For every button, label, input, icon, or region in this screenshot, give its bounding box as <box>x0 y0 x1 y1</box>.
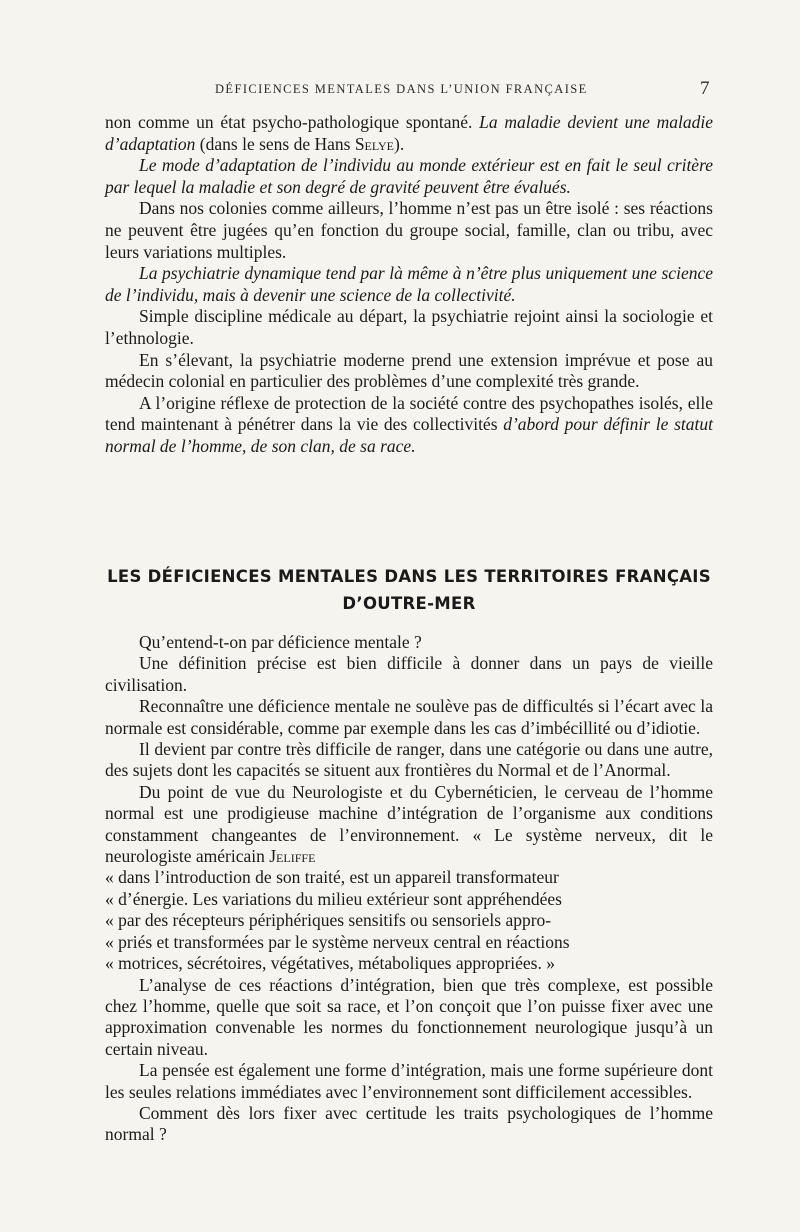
body-text <box>105 632 713 1146</box>
text-run: (dans le sens de Hans <box>195 133 355 154</box>
author-name: Selye <box>354 133 395 154</box>
text-run: non comme un état psycho-pathologique spontané. <box>105 112 480 132</box>
section-title-line: D’OUTRE-MER <box>342 594 476 613</box>
text-run: ). <box>394 133 405 154</box>
page-number: 7 <box>700 78 710 99</box>
quote-line: « par des récepteurs périphériques sensitifs ou sensoriels appro- <box>105 910 552 931</box>
paragraph: Une définition précise est bien difficile à donner dans un pays de vieille civilisation. <box>105 653 713 695</box>
section-title-line: LES DÉFICIENCES MENTALES DANS LES TERRITOIRES FRANÇAIS <box>107 567 711 586</box>
paragraph: La psychiatrie dynamique tend par là même à n’être plus uniquement une science de l’individu, mais à devenir une science de la collectivité. <box>105 263 713 305</box>
quote-line: « d’énergie. Les variations du milieu extérieur sont appréhendées <box>105 888 562 909</box>
paragraph <box>105 393 713 458</box>
text-run: Du point de vue du Neurologiste et du Cybernéticien, le cerveau de l’homme normal est une prodigieuse machine d’intégration de l’organisme aux conditions constamment changeantes de l’environnement. « Le système nerveux, dit le neurologiste américain <box>105 781 713 867</box>
running-title: DÉFICIENCES MENTALES DANS L’UNION FRANÇAISE <box>215 82 588 96</box>
italic-run: La maladie devient une maladie d’adaptation <box>105 112 713 154</box>
intro-text <box>105 112 713 458</box>
author-name: Jeliffe <box>269 846 316 867</box>
section-title <box>105 563 713 617</box>
quote-line: « dans l’introduction de son traité, est un appareil transformateur <box>105 867 559 888</box>
paragraph: Qu’entend-t-on par déficience mentale ? <box>139 632 422 652</box>
paragraph <box>105 782 713 868</box>
italic-run: d’abord pour définir le statut normal de l’homme, de son clan, de sa race. <box>105 414 713 456</box>
paragraph: L’analyse de ces réactions d’intégration, bien que très complexe, est possible chez l’homme, quelle que soit sa race, et l’on conçoit que l’on puisse fixer avec une approximation convenable les normes du fonctionnement neurologique jusqu’à un certain niveau. <box>105 974 713 1059</box>
quote-line: « motrices, sécrétoires, végétatives, métaboliques appropriées. » <box>105 953 555 974</box>
paragraph: La pensée est également une forme d’intégration, mais une forme supérieure dont les seules relations immédiates avec l’environnement sont difficilement accessibles. <box>105 1060 713 1102</box>
paragraph: Simple discipline médicale au départ, la psychiatrie rejoint ainsi la sociologie et l’ethnologie. <box>105 306 713 348</box>
running-header <box>0 78 800 102</box>
paragraph: Il devient par contre très difficile de ranger, dans une catégorie ou dans une autre, des sujets dont les capacités se situent aux frontières du Normal et de l’Anormal. <box>105 739 713 781</box>
paragraph <box>105 112 713 155</box>
paragraph: Comment dès lors fixer avec certitude les traits psychologiques de l’homme normal ? <box>105 1102 713 1145</box>
paragraph: Reconnaître une déficience mentale ne soulève pas de difficultés si l’écart avec la normale est considérable, comme par exemple dans les cas d’imbécillité ou d’idiotie. <box>105 696 713 738</box>
paragraph: Dans nos colonies comme ailleurs, l’homme n’est pas un être isolé : ses réactions ne peuvent être jugées qu’en fonction du groupe social, famille, clan ou tribu, avec leurs variations multiples. <box>105 198 713 262</box>
text-run: A l’origine réflexe de protection de la société contre des psychopathes isolés, elle tend maintenant à pénétrer dans la vie des collectivités <box>105 392 713 435</box>
paragraph: Le mode d’adaptation de l’individu au monde extérieur est en fait le seul critère par lequel la maladie et son degré de gravité peuvent être évalués. <box>105 155 713 197</box>
paragraph: En s’élevant, la psychiatrie moderne prend une extension imprévue et pose au médecin colonial en particulier des problèmes d’une complexité très grande. <box>105 349 713 392</box>
quote-line: « priés et transformées par le système nerveux central en réactions <box>105 931 570 952</box>
